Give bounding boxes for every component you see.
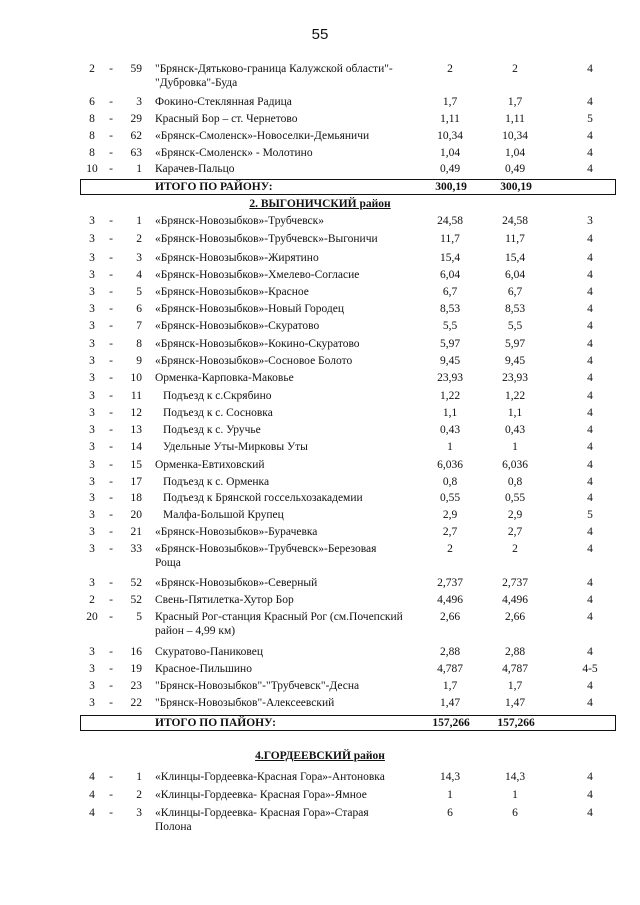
length-total: 15,4 — [439, 252, 461, 264]
road-number: 4 — [136, 269, 142, 281]
code-dash: - — [109, 233, 113, 245]
road-number: 62 — [130, 130, 142, 142]
length-total: 5,97 — [439, 338, 461, 350]
code-dash: - — [109, 663, 113, 675]
road-category: 4 — [587, 63, 593, 75]
code-dash: - — [109, 476, 113, 488]
road-code-part: 8 — [89, 130, 95, 142]
length-total: 0,8 — [442, 476, 458, 488]
road-category: 4 — [587, 646, 593, 658]
road-name: «Брянск-Новозыбков»-Северный — [155, 577, 318, 589]
length-total: 4,496 — [437, 594, 463, 606]
road-category: 5 — [587, 509, 593, 521]
total-length-value: 157,266 — [432, 717, 470, 729]
length-total: 6,036 — [437, 459, 463, 471]
road-code-part: 20 — [86, 611, 98, 623]
road-name: «Брянск-Новозыбков»-Новый Городец — [155, 303, 345, 315]
length-total: 2,9 — [442, 509, 458, 521]
road-name: «Брянск-Новозыбков»-Бурачевка — [155, 526, 318, 538]
length-total: 2,737 — [437, 577, 463, 589]
road-number: 19 — [130, 663, 142, 675]
road-name: «Брянск-Новозыбков»-Трубчевск»-Березовая Роща — [155, 543, 377, 569]
road-name: Подъезд к с. Орменка — [163, 476, 270, 488]
length-value: 2 — [512, 63, 518, 75]
road-name: Подъезд к Брянской госсельхозакадемии — [163, 492, 363, 504]
length-value: 5,5 — [507, 320, 523, 332]
road-number: 10 — [130, 372, 142, 384]
length-total: 9,45 — [439, 355, 461, 367]
code-dash: - — [109, 286, 113, 298]
length-value: 23,93 — [502, 372, 528, 384]
length-total: 11,7 — [440, 233, 460, 245]
code-dash: - — [109, 543, 113, 555]
code-dash: - — [109, 594, 113, 606]
road-code-part: 2 — [89, 63, 95, 75]
code-dash: - — [109, 372, 113, 384]
code-dash: - — [109, 509, 113, 521]
road-category: 4 — [587, 492, 593, 504]
road-number: 3 — [136, 96, 142, 108]
road-name: Красный Рог-станция Красный Рог (см.Почепский район – 4,99 км) — [155, 611, 403, 637]
length-value: 6 — [512, 807, 518, 819]
length-value: 1,7 — [507, 96, 523, 108]
road-category: 4 — [587, 789, 593, 801]
district-total-row — [80, 715, 616, 731]
road-category: 4 — [587, 459, 593, 471]
road-number: 59 — [130, 63, 142, 75]
length-value: 0,55 — [504, 492, 526, 504]
road-name: «Брянск-Новозыбков»-Трубчевск» — [155, 215, 324, 227]
code-dash: - — [109, 771, 113, 783]
road-category: 4 — [587, 355, 593, 367]
road-number: 21 — [130, 526, 142, 538]
code-dash: - — [109, 113, 113, 125]
length-total: 6,7 — [442, 286, 458, 298]
road-name: "Брянск-Дятьково-граница Калужской области"-"Дубровка"-Буда — [155, 63, 393, 89]
code-dash: - — [109, 215, 113, 227]
road-number: 29 — [130, 113, 142, 125]
road-name: Красное-Пильшино — [155, 663, 252, 675]
length-value: 6,7 — [507, 286, 523, 298]
length-value: 5,97 — [504, 338, 526, 350]
road-category: 4 — [587, 252, 593, 264]
road-number: 6 — [136, 303, 142, 315]
length-value: 0,8 — [507, 476, 523, 488]
road-code-part: 3 — [89, 577, 95, 589]
road-category: 5 — [587, 113, 593, 125]
road-code-part: 3 — [89, 320, 95, 332]
road-code-part: 3 — [89, 441, 95, 453]
road-code-part: 8 — [89, 113, 95, 125]
length-value: 6,036 — [502, 459, 528, 471]
road-number: 9 — [136, 355, 142, 367]
code-dash: - — [109, 492, 113, 504]
road-number: 14 — [130, 441, 142, 453]
code-dash: - — [109, 320, 113, 332]
road-name: Скуратово-Паниковец — [155, 646, 264, 658]
road-name: «Брянск-Новозыбков»-Кокино-Скуратово — [155, 338, 360, 350]
road-code-part: 3 — [89, 476, 95, 488]
code-dash: - — [109, 407, 113, 419]
road-number: 18 — [130, 492, 142, 504]
code-dash: - — [109, 697, 113, 709]
road-category: 4 — [587, 269, 593, 281]
road-category: 4 — [587, 130, 593, 142]
code-dash: - — [109, 355, 113, 367]
road-category: 4 — [587, 233, 593, 245]
length-value: 10,34 — [502, 130, 528, 142]
road-number: 1 — [136, 163, 142, 175]
road-category: 4 — [587, 476, 593, 488]
length-value: 1,11 — [505, 113, 525, 125]
road-name: Малфа-Большой Крупец — [163, 509, 284, 521]
road-number: 52 — [130, 594, 142, 606]
road-category: 4 — [587, 286, 593, 298]
road-code-part: 3 — [89, 338, 95, 350]
code-dash: - — [109, 252, 113, 264]
road-category: 4 — [587, 338, 593, 350]
total-label: ИТОГО ПО ПАЙОНУ: — [155, 717, 276, 729]
code-dash: - — [109, 96, 113, 108]
road-number: 1 — [136, 771, 142, 783]
length-value: 15,4 — [504, 252, 526, 264]
road-category: 4 — [587, 771, 593, 783]
road-category: 4 — [587, 441, 593, 453]
road-number: 17 — [130, 476, 142, 488]
length-total: 1 — [447, 441, 453, 453]
road-name: «Клинцы-Гордеевка- Красная Гора»-Старая Полона — [155, 807, 369, 833]
road-number: 22 — [130, 697, 142, 709]
length-value: 11,7 — [505, 233, 525, 245]
road-category: 4 — [587, 424, 593, 436]
length-value: 1 — [512, 789, 518, 801]
district-heading: 4.ГОРДЕЕВСКИЙ район — [255, 750, 385, 762]
code-dash: - — [109, 390, 113, 402]
road-name: Фокино-Стеклянная Радица — [155, 96, 292, 108]
road-code-part: 3 — [89, 424, 95, 436]
length-total: 6 — [447, 807, 453, 819]
length-total: 2 — [447, 63, 453, 75]
road-name: «Брянск-Смоленск» - Молотино — [155, 147, 313, 159]
length-total: 0,43 — [439, 424, 461, 436]
code-dash: - — [109, 338, 113, 350]
code-dash: - — [109, 163, 113, 175]
code-dash: - — [109, 646, 113, 658]
road-code-part: 3 — [89, 215, 95, 227]
road-code-part: 10 — [86, 163, 98, 175]
road-code-part: 3 — [89, 286, 95, 298]
length-total: 1,1 — [442, 407, 458, 419]
road-code-part: 3 — [89, 303, 95, 315]
district-total-row — [80, 179, 616, 195]
road-name: Подъезд к с. Сосновка — [163, 407, 273, 419]
length-value: 1,04 — [504, 147, 526, 159]
length-total: 2,88 — [439, 646, 461, 658]
road-code-part: 3 — [89, 459, 95, 471]
road-name: «Брянск-Новозыбков»-Сосновое Болото — [155, 355, 353, 367]
road-name: Орменка-Карповка-Маковье — [155, 372, 294, 384]
length-total: 1,47 — [439, 697, 461, 709]
length-value: 0,43 — [504, 424, 526, 436]
road-number: 63 — [130, 147, 142, 159]
road-code-part: 3 — [89, 407, 95, 419]
length-value: 1 — [512, 441, 518, 453]
road-code-part: 3 — [89, 663, 95, 675]
road-name: «Брянск-Смоленск»-Новоселки-Демьяничи — [155, 130, 370, 142]
length-value: 0,49 — [504, 163, 526, 175]
length-value: 6,04 — [504, 269, 526, 281]
road-number: 16 — [130, 646, 142, 658]
road-category: 4-5 — [582, 663, 598, 675]
road-name: "Брянск-Новозыбков"-Алексеевский — [155, 697, 335, 709]
road-code-part: 3 — [89, 543, 95, 555]
road-name: Свень-Пятилетка-Хутор Бор — [155, 594, 294, 606]
length-total: 0,49 — [439, 163, 461, 175]
road-number: 2 — [136, 789, 142, 801]
road-code-part: 4 — [89, 789, 95, 801]
road-code-part: 6 — [89, 96, 95, 108]
length-total: 14,3 — [439, 771, 461, 783]
length-value: 1,22 — [504, 390, 526, 402]
road-name: Красный Бор – ст. Чернетово — [155, 113, 298, 125]
total-length-value-2: 300,19 — [500, 181, 532, 193]
length-value: 4,787 — [502, 663, 528, 675]
road-number: 1 — [136, 215, 142, 227]
length-value: 9,45 — [504, 355, 526, 367]
road-category: 4 — [587, 680, 593, 692]
road-number: 5 — [136, 286, 142, 298]
road-number: 33 — [130, 543, 142, 555]
length-value: 8,53 — [504, 303, 526, 315]
road-name: Подъезд к с.Скрябино — [163, 390, 272, 402]
code-dash: - — [109, 459, 113, 471]
length-total: 2,66 — [439, 611, 461, 623]
road-category: 3 — [587, 215, 593, 227]
road-number: 3 — [136, 807, 142, 819]
length-total: 24,58 — [437, 215, 463, 227]
road-category: 4 — [587, 543, 593, 555]
length-total: 4,787 — [437, 663, 463, 675]
road-name: Удельные Уты-Мирковы Уты — [163, 441, 308, 453]
total-length-value: 300,19 — [435, 181, 467, 193]
road-name: «Клинцы-Гордеевка- Красная Гора»-Ямное — [155, 789, 367, 801]
length-value: 2,66 — [504, 611, 526, 623]
road-name: «Брянск-Новозыбков»-Красное — [155, 286, 309, 298]
code-dash: - — [109, 789, 113, 801]
road-number: 2 — [136, 233, 142, 245]
length-value: 2 — [512, 543, 518, 555]
road-category: 4 — [587, 147, 593, 159]
code-dash: - — [109, 424, 113, 436]
road-number: 8 — [136, 338, 142, 350]
road-name: Подъезд к с. Уручье — [163, 424, 261, 436]
length-value: 2,737 — [502, 577, 528, 589]
length-value: 1,47 — [504, 697, 526, 709]
road-code-part: 3 — [89, 390, 95, 402]
road-number: 7 — [136, 320, 142, 332]
road-number: 23 — [130, 680, 142, 692]
page-number: 55 — [311, 26, 329, 43]
road-code-part: 3 — [89, 646, 95, 658]
length-value: 2,88 — [504, 646, 526, 658]
road-number: 11 — [130, 390, 142, 402]
road-number: 20 — [130, 509, 142, 521]
length-total: 1,7 — [442, 680, 458, 692]
length-total: 6,04 — [439, 269, 461, 281]
length-value: 4,496 — [502, 594, 528, 606]
code-dash: - — [109, 441, 113, 453]
road-code-part: 3 — [89, 526, 95, 538]
length-value: 1,7 — [507, 680, 523, 692]
code-dash: - — [109, 269, 113, 281]
length-total: 2,7 — [442, 526, 458, 538]
road-category: 4 — [587, 163, 593, 175]
road-category: 4 — [587, 594, 593, 606]
road-category: 4 — [587, 611, 593, 623]
road-code-part: 8 — [89, 147, 95, 159]
length-value: 2,7 — [507, 526, 523, 538]
length-total: 1,04 — [439, 147, 461, 159]
length-value: 24,58 — [502, 215, 528, 227]
road-category: 4 — [587, 407, 593, 419]
road-category: 4 — [587, 303, 593, 315]
code-dash: - — [109, 611, 113, 623]
code-dash: - — [109, 577, 113, 589]
road-category: 4 — [587, 526, 593, 538]
code-dash: - — [109, 303, 113, 315]
road-code-part: 3 — [89, 269, 95, 281]
road-number: 15 — [130, 459, 142, 471]
code-dash: - — [109, 147, 113, 159]
road-name: "Брянск-Новозыбков"-"Трубчевск"-Десна — [155, 680, 360, 692]
road-category: 4 — [587, 96, 593, 108]
road-number: 3 — [136, 252, 142, 264]
code-dash: - — [109, 807, 113, 819]
road-category: 4 — [587, 372, 593, 384]
code-dash: - — [109, 130, 113, 142]
length-total: 1 — [447, 789, 453, 801]
road-code-part: 3 — [89, 252, 95, 264]
district-heading: 2. ВЫГОНИЧСКИЙ район — [249, 198, 391, 210]
road-name: «Брянск-Новозыбков»-Жирятино — [155, 252, 319, 264]
length-value: 14,3 — [504, 771, 526, 783]
road-code-part: 3 — [89, 697, 95, 709]
road-category: 4 — [587, 320, 593, 332]
road-code-part: 4 — [89, 807, 95, 819]
road-name: «Брянск-Новозыбков»-Скуратово — [155, 320, 320, 332]
length-total: 0,55 — [439, 492, 461, 504]
road-name: «Брянск-Новозыбков»-Трубчевск»-Выгоничи — [155, 233, 378, 245]
length-total: 1,11 — [440, 113, 460, 125]
length-total: 5,5 — [442, 320, 458, 332]
road-category: 4 — [587, 390, 593, 402]
code-dash: - — [109, 63, 113, 75]
length-total: 10,34 — [437, 130, 463, 142]
road-name: «Брянск-Новозыбков»-Хмелево-Согласие — [155, 269, 360, 281]
road-code-part: 3 — [89, 509, 95, 521]
length-value: 2,9 — [507, 509, 523, 521]
length-total: 2 — [447, 543, 453, 555]
length-total: 1,22 — [439, 390, 461, 402]
road-category: 4 — [587, 697, 593, 709]
code-dash: - — [109, 526, 113, 538]
road-code-part: 4 — [89, 771, 95, 783]
road-category: 4 — [587, 577, 593, 589]
length-value: 1,1 — [507, 407, 523, 419]
road-number: 52 — [130, 577, 142, 589]
length-total: 1,7 — [442, 96, 458, 108]
total-length-value-2: 157,266 — [497, 717, 535, 729]
road-code-part: 2 — [89, 594, 95, 606]
road-code-part: 3 — [89, 372, 95, 384]
road-name: Орменка-Евтиховский — [155, 459, 265, 471]
total-label: ИТОГО ПО РАЙОНУ: — [155, 181, 273, 193]
road-code-part: 3 — [89, 680, 95, 692]
road-number: 5 — [136, 611, 142, 623]
code-dash: - — [109, 680, 113, 692]
length-total: 8,53 — [439, 303, 461, 315]
road-number: 12 — [130, 407, 142, 419]
road-name: Карачев-Пальцо — [155, 163, 235, 175]
road-code-part: 3 — [89, 233, 95, 245]
road-category: 4 — [587, 807, 593, 819]
road-number: 13 — [130, 424, 142, 436]
road-code-part: 3 — [89, 492, 95, 504]
length-total: 23,93 — [437, 372, 463, 384]
road-code-part: 3 — [89, 355, 95, 367]
road-name: «Клинцы-Гордеевка-Красная Гора»-Антоновка — [155, 771, 385, 783]
